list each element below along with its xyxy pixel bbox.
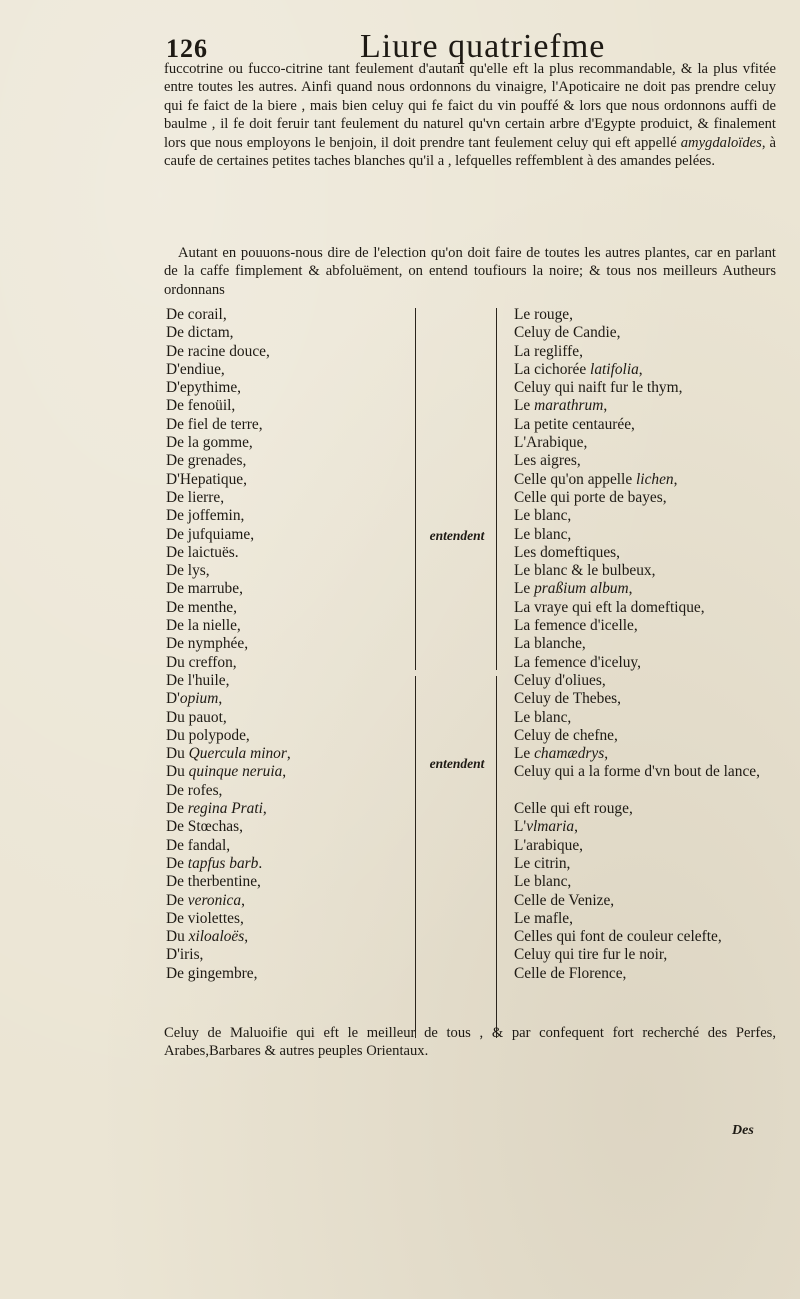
text-segment: De racine douce, <box>166 342 270 360</box>
text-segment: De therbentine, <box>166 873 261 891</box>
list-item-left <box>166 928 411 946</box>
list-item-left <box>166 763 411 781</box>
text-segment: Du <box>166 763 189 781</box>
bracket-right-lower <box>496 676 497 1038</box>
list-item-right <box>514 489 778 507</box>
text-segment: De la gomme, <box>166 434 253 452</box>
list-item-right <box>514 709 778 727</box>
text-segment: De <box>166 800 188 818</box>
text-segment: De <box>166 891 188 909</box>
list-item-left <box>166 617 411 635</box>
text-segment: , <box>286 745 291 763</box>
list-item-left <box>166 416 411 434</box>
text-segment: Celle qui porte de bayes, <box>514 488 667 506</box>
text-segment: De dictam, <box>166 324 234 342</box>
list-item-right <box>514 855 778 873</box>
list-item-right <box>514 873 778 891</box>
list-item-right <box>514 928 778 946</box>
list-item-right <box>514 324 778 342</box>
list-item-left <box>166 873 411 891</box>
text-segment: De menthe, <box>166 598 237 616</box>
text-segment: Les aigres, <box>514 452 581 470</box>
list-item-right <box>514 892 778 910</box>
page-number: 126 <box>166 34 208 63</box>
text-segment: Celuy de chefne, <box>514 726 618 744</box>
list-item-right <box>514 562 778 580</box>
text-segment: , <box>282 763 287 781</box>
list-item-right <box>514 343 778 361</box>
list-item-left <box>166 452 411 470</box>
text-segment: Celuy de Thebes, <box>514 690 621 708</box>
list-item-left <box>166 471 411 489</box>
text-segment: , <box>604 745 609 763</box>
list-item-right <box>514 361 778 379</box>
text-segment: , <box>574 818 578 836</box>
list-item-right <box>514 306 778 324</box>
text-segment: De jufquiame, <box>166 525 255 543</box>
list-item-left <box>166 690 411 708</box>
text-segment: De fenoüil, <box>166 397 236 415</box>
list-item-right <box>514 635 778 653</box>
list-item-right <box>514 544 778 562</box>
text-segment: De rofes, <box>166 781 223 799</box>
text-segment: La blanche, <box>514 635 586 653</box>
text-segment: D'Hepatique, <box>166 470 247 488</box>
list-item-left <box>166 672 411 690</box>
text-segment: La petite centaurée, <box>514 415 635 433</box>
list-item-right <box>514 654 778 672</box>
text-segment: Celuy qui naift fur le thym, <box>514 379 683 397</box>
text-segment: Le <box>514 580 535 598</box>
list-item-left <box>166 946 411 964</box>
text-segment: , <box>218 690 223 708</box>
paragraph-3 <box>164 1024 776 1061</box>
text-segment: Autant en pouuons-nous dire de l'election qu'on doit faire de toutes les autres plantes, car en parlant de la caffe fimplement & abfoluëment, on entend toufiours la noire; & tous nos meilleurs Autheurs ordonnans <box>164 245 776 298</box>
bracket-left-lower <box>415 676 416 1038</box>
text-segment: Le blanc, <box>514 708 572 726</box>
text-segment: , à caufe de certaines petites taches blanches qu'il a , lefquelles reffemblent à des amandes pelées. <box>164 134 776 170</box>
text-segment: De fiel de terre, <box>166 415 263 433</box>
list-item-right <box>514 837 778 855</box>
text-segment: Le mafle, <box>514 909 573 927</box>
text-segment: De marrube, <box>166 580 243 598</box>
text-segment: Du <box>166 745 189 763</box>
list-item-right <box>514 745 778 763</box>
list-item-right <box>514 452 778 470</box>
italic-segment: lichen <box>636 470 674 488</box>
text-segment: La regliffe, <box>514 342 583 360</box>
list-item-left <box>166 544 411 562</box>
text-segment: Celle de Venize, <box>514 891 615 909</box>
text-segment: De corail, <box>166 306 227 323</box>
italic-segment: veronica <box>187 891 242 909</box>
paragraph-1 <box>164 60 776 170</box>
list-item-left <box>166 837 411 855</box>
text-segment: D'endiue, <box>166 360 225 378</box>
list-item-left <box>166 580 411 598</box>
text-segment: L' <box>514 818 527 836</box>
text-segment: De lierre, <box>166 488 225 506</box>
running-title: Liure quatriefme <box>360 28 606 65</box>
text-segment: La femence d'icelle, <box>514 617 638 635</box>
italic-segment: latifolia <box>590 360 639 378</box>
list-item-left <box>166 818 411 836</box>
catchword: Des <box>732 1123 754 1138</box>
text-segment: Le rouge, <box>514 306 573 323</box>
list-item-left <box>166 910 411 928</box>
list-item-right <box>514 727 778 745</box>
italic-segment: amygdaloïdes <box>680 134 762 151</box>
list-item-right <box>514 526 778 544</box>
list-item-right <box>514 800 778 818</box>
text-segment: Le blanc, <box>514 873 572 891</box>
text-segment: De grenades, <box>166 452 247 470</box>
list-item-right <box>514 690 778 708</box>
list-item-left <box>166 965 411 983</box>
text-segment: Le blanc, <box>514 525 572 543</box>
text-segment: D' <box>166 690 180 708</box>
text-segment: De <box>166 854 188 872</box>
text-segment: De fandal, <box>166 836 231 854</box>
list-item-right <box>514 580 778 598</box>
list-right-column <box>514 306 778 983</box>
list-item-right <box>514 397 778 415</box>
list-item-left <box>166 397 411 415</box>
list-item-left <box>166 709 411 727</box>
text-segment: Celuy de Maluoifie qui eft le meilleur de tous , & par confequent fort recherché des Perfes, Arabes,Barbares & autres peuples Orientaux. <box>164 1025 776 1060</box>
text-segment: Celle de Florence, <box>514 964 627 982</box>
italic-segment: xiloaloës <box>188 928 245 946</box>
text-segment: La cichorée <box>514 360 591 378</box>
list-item-right <box>514 818 778 836</box>
italic-segment: marathrum <box>534 397 604 415</box>
list-item-left <box>166 434 411 452</box>
text-segment: , <box>262 800 267 818</box>
text-segment: De joffemin, <box>166 507 245 525</box>
list-item-left <box>166 800 411 818</box>
text-segment: D'iris, <box>166 946 204 964</box>
text-segment: De violettes, <box>166 909 244 927</box>
text-segment: L'arabique, <box>514 836 584 854</box>
list-item-left <box>166 562 411 580</box>
list-item-left <box>166 855 411 873</box>
text-segment: Celles qui font de couleur celefte, <box>514 928 722 946</box>
list-item-right <box>514 965 778 983</box>
list-item-left <box>166 526 411 544</box>
text-segment: fuccotrine ou fucco-citrine tant feulement d'autant qu'elle eft la plus recommandable, & la plus vfitée entre toutes les autres. Ainfi quand nous ordonnons du vinaigre, l'Apoticaire ne doit pas prendre celuy qui fe faict de la biere , mais bien celuy qui fe faict du vin pouffé & lors que nous ordonnons auffi de baulme , il fe doit feruir tant feulement du naturel qu'vn certain arbre d'Egypte produict, & finalement lors que nous employons le benjoin, il doit prendre tant feulement celuy qui eft appellé <box>164 61 776 151</box>
text-segment: Le citrin, <box>514 854 571 872</box>
text-segment: Du polypode, <box>166 726 250 744</box>
text-segment: Celle qu'on appelle <box>514 470 637 488</box>
list-item-right <box>514 763 778 800</box>
list-item-right <box>514 672 778 690</box>
text-segment: Le blanc & le bulbeux, <box>514 562 656 580</box>
text-segment: Du creffon, <box>166 653 237 671</box>
text-segment: , <box>244 928 249 946</box>
list-item-right <box>514 434 778 452</box>
text-segment: De gingembre, <box>166 964 258 982</box>
text-segment: D'epythime, <box>166 379 242 397</box>
list-left-column <box>166 306 411 983</box>
text-segment: De laictuës. <box>166 543 239 561</box>
text-segment: Du pauot, <box>166 708 227 726</box>
list-item-left <box>166 361 411 379</box>
list-item-right <box>514 946 778 964</box>
text-segment: Celuy qui a la forme d'vn bout de lance, <box>514 763 760 781</box>
synonym-list <box>158 306 778 1044</box>
text-segment: Du <box>166 928 189 946</box>
text-segment: La vraye qui eft la domeftique, <box>514 598 705 616</box>
text-segment: De nymphée, <box>166 635 249 653</box>
text-segment: Le blanc, <box>514 507 572 525</box>
text-segment: Celuy d'oliues, <box>514 671 606 689</box>
italic-segment: regina Prati <box>187 800 263 818</box>
text-segment: L'Arabique, <box>514 434 588 452</box>
italic-segment: opium <box>179 690 219 708</box>
bracket-verb-lower: entendent <box>429 756 485 771</box>
list-item-right <box>514 599 778 617</box>
text-segment: Les domeftiques, <box>514 543 620 561</box>
italic-segment: praßium album <box>534 580 629 598</box>
list-item-left <box>166 727 411 745</box>
list-item-right <box>514 617 778 635</box>
list-item-left <box>166 635 411 653</box>
text-segment: , <box>628 580 633 598</box>
list-item-left <box>166 379 411 397</box>
list-item-left <box>166 892 411 910</box>
text-segment: De la nielle, <box>166 617 241 635</box>
bracket-right-upper <box>496 308 497 670</box>
italic-segment: quinque neruia <box>188 763 283 781</box>
italic-segment: chamædrys <box>534 745 605 763</box>
text-segment: Le <box>514 745 535 763</box>
text-segment: , <box>241 891 245 909</box>
list-item-right <box>514 910 778 928</box>
list-item-right <box>514 471 778 489</box>
list-item-right <box>514 379 778 397</box>
list-item-left <box>166 745 411 763</box>
text-segment: La femence d'iceluy, <box>514 653 641 671</box>
text-segment: Celle qui eft rouge, <box>514 800 633 818</box>
text-segment: Celuy qui tire fur le noir, <box>514 946 668 964</box>
list-item-left <box>166 599 411 617</box>
list-item-left <box>166 324 411 342</box>
italic-segment: vlmaria <box>526 818 575 836</box>
italic-segment: Quercula minor <box>188 745 287 763</box>
text-segment: Celuy de Candie, <box>514 324 621 342</box>
text-segment: . <box>258 854 263 872</box>
text-segment: , <box>638 360 643 378</box>
list-item-left <box>166 654 411 672</box>
list-item-left <box>166 782 411 800</box>
paragraph-2 <box>164 244 776 299</box>
text-segment: , <box>603 397 608 415</box>
list-item-right <box>514 416 778 434</box>
list-item-right <box>514 507 778 525</box>
italic-segment: tapfus barb <box>187 854 259 872</box>
list-item-left <box>166 343 411 361</box>
list-item-left <box>166 507 411 525</box>
bracket-verb-upper: entendent <box>429 528 485 543</box>
text-segment: De Stœchas, <box>166 818 243 836</box>
text-segment: , <box>673 470 678 488</box>
text-segment: De lys, <box>166 562 210 580</box>
list-item-left <box>166 306 411 324</box>
text-segment: Le <box>514 397 535 415</box>
list-item-left <box>166 489 411 507</box>
bracket-left-upper <box>415 308 416 670</box>
text-segment: De l'huile, <box>166 671 230 689</box>
